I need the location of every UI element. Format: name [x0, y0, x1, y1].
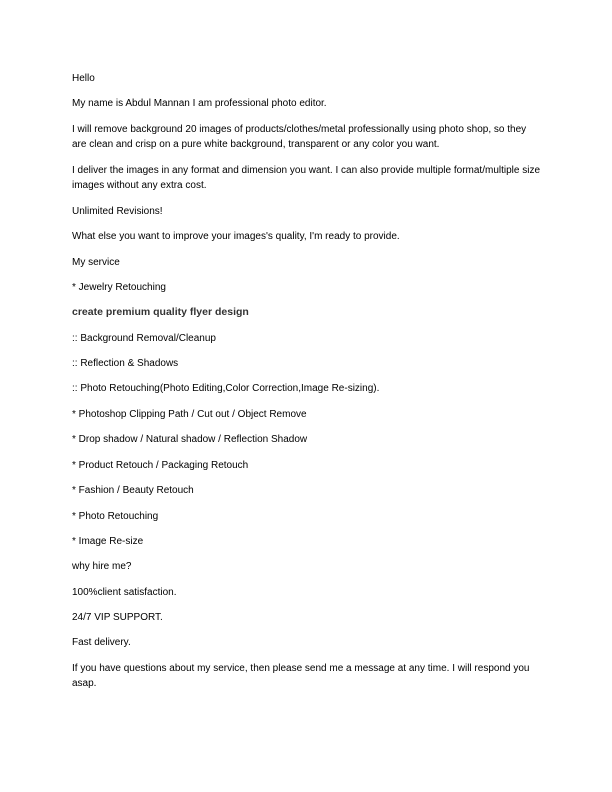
- service-item-clipping-path: * Photoshop Clipping Path / Cut out / Object Remove: [72, 409, 307, 420]
- why-hire-heading: why hire me?: [72, 561, 132, 572]
- service-item-photo-retouching: * Photo Retouching: [72, 511, 159, 522]
- service-item-jewelry: * Jewelry Retouching: [72, 282, 166, 293]
- contact-paragraph: If you have questions about my service, then please send me a message at any time. I will respond you asap.: [72, 663, 530, 689]
- quality-paragraph: What else you want to improve your images's quality, I'm ready to provide.: [72, 231, 400, 242]
- service-item-drop-shadow: * Drop shadow / Natural shadow / Reflection Shadow: [72, 434, 308, 445]
- intro-paragraph: My name is Abdul Mannan I am professional photo editor.: [72, 98, 327, 109]
- support-line: 24/7 VIP SUPPORT.: [72, 612, 163, 623]
- service-heading: My service: [72, 257, 120, 268]
- revisions-paragraph: Unlimited Revisions!: [72, 206, 163, 217]
- greeting: Hello: [72, 73, 95, 84]
- satisfaction-line: 100%client satisfaction.: [72, 587, 177, 598]
- flyer-design-heading: create premium quality flyer design: [72, 306, 249, 318]
- service-item-photo-retouching-details: :: Photo Retouching(Photo Editing,Color Correction,Image Re-sizing).: [72, 383, 380, 394]
- service-item-reflection: :: Reflection & Shadows: [72, 358, 179, 369]
- service-item-background-removal: :: Background Removal/Cleanup: [72, 333, 216, 344]
- service-item-product-retouch: * Product Retouch / Packaging Retouch: [72, 460, 249, 471]
- service-item-fashion-retouch: * Fashion / Beauty Retouch: [72, 485, 194, 496]
- format-paragraph: I deliver the images in any format and dimension you want. I can also provide multiple format/multiple size images without any extra cost.: [72, 165, 541, 191]
- delivery-line: Fast delivery.: [72, 637, 131, 648]
- service-item-image-resize: * Image Re-size: [72, 536, 144, 547]
- background-removal-paragraph: I will remove background 20 images of products/clothes/metal professionally using photo shop, so they are clean and crisp on a pure white background, transparent or any color you want.: [72, 124, 527, 150]
